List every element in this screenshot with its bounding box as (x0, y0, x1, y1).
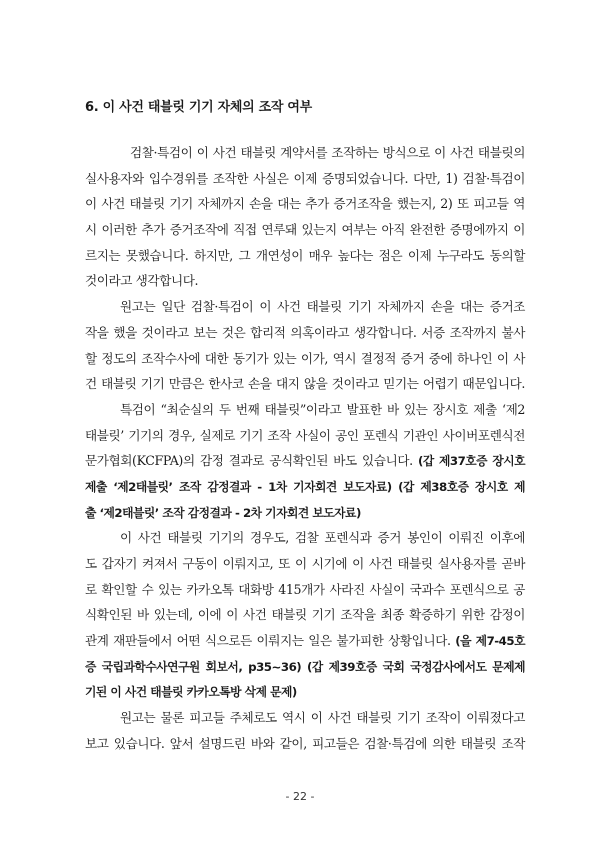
text-line (85, 191, 525, 217)
line-text: 검찰·특검이 이 사건 태블릿 계약서를 조작하는 방식으로 이 사건 태블릿의 (130, 145, 525, 160)
line-text: 원고는 물론 피고들 주체로도 역시 이 사건 태블릿 기기 조작이 이뤄졌다고 (120, 710, 525, 726)
line-text: 실사용자와 입수경위를 조작한 사실은 이제 증명되었습니다. 다만, 1) 검찰·특검이 (85, 170, 525, 186)
line-text: 건 태블릿 기기 만큼은 한사코 손을 대지 않을 것이라고 믿기는 어렵기 때문입니다. (85, 376, 525, 392)
line-text: 도 갑자기 켜져서 구동이 이뤄지고, 또 이 시기에 이 사건 태블릿 실사용자를 곧바 (85, 556, 525, 571)
line-text: 르지는 못했습니다. 하지만, 그 개연성이 매우 높다는 점은 이제 누구라도 동의할 (85, 247, 525, 263)
text-line (85, 679, 525, 705)
line-text: 원고는 일단 검찰·특검이 이 사건 태블릿 기기 자체까지 손을 대는 증거조 (120, 299, 525, 315)
text-line (85, 371, 525, 397)
text-line (85, 705, 525, 731)
line-text: 문가협회(KCFPA)의 감정 결과로 공식확인된 바도 있습니다. (85, 453, 418, 469)
line-text: 것이라고 생각합니다. (85, 273, 199, 289)
text-line (85, 217, 525, 243)
text-line (85, 577, 525, 603)
text-line (85, 500, 525, 526)
text-line (85, 346, 525, 372)
line-text: 로 확인할 수 있는 카카오톡 대화방 415개가 사라진 사실이 국과수 포렌식으로 공 (85, 581, 525, 597)
line-text: 보고 있습니다. 앞서 설명드린 바와 같이, 피고들은 검찰·특검에 의한 태블릿 조작 (85, 735, 525, 751)
text-line (85, 140, 525, 166)
text-line (85, 602, 525, 628)
text-line (85, 731, 525, 757)
line-citation: 증 국립과학수사연구원 회보서, p35~36) (갑 제39호증 국회 국정감사에서도 문제제 (85, 659, 525, 674)
line-text: 태블릿’ 기기의 경우, 실제로 기기 조작 사실이 공인 포렌식 기관인 사이버포렌식전 (85, 427, 525, 443)
text-line (85, 628, 525, 654)
text-line (85, 320, 525, 346)
line-text: 특검이 “최순실의 두 번째 태블릿”이라고 발표한 바 있는 장시호 제출 ‘제2 (120, 401, 525, 417)
section-heading: 6. 이 사건 태블릿 기기 자체의 조작 여부 (85, 100, 312, 115)
line-text: 할 정도의 조작수사에 대한 동기가 있는 이가, 역시 결정적 증거 중에 하나인 이 사 (85, 350, 525, 366)
line-text: 식확인된 바 있는데, 이에 이 사건 태블릿 기기 조작을 최종 확증하기 위한 감정이 (85, 607, 525, 623)
text-line (85, 243, 525, 269)
line-citation: 제출 ‘제2태블릿’ 조작 감정결과 - 1차 기자회견 보도자료) (갑 제38호증 장시호 제 (85, 479, 525, 494)
line-citation: (갑 제37호증 장시호 (417, 454, 526, 469)
text-line (85, 474, 525, 500)
line-citation: (을 제7-45호 (455, 634, 525, 649)
page-number: - 22 - (285, 790, 315, 803)
line-text: 이 사건 태블릿 기기 자체까지 손을 대는 추가 증거조작을 했는지, 2) 또 피고들 역 (85, 196, 525, 212)
line-citation: 기된 이 사건 태블릿 카카오톡방 삭제 문제) (85, 685, 297, 700)
text-line (85, 166, 525, 192)
text-line (85, 397, 525, 423)
body-text (85, 140, 525, 757)
text-line (85, 294, 525, 320)
line-text: 관계 재판들에서 어떤 식으로든 이뤄지는 일은 불가피한 상황입니다. (85, 633, 456, 649)
line-text: 시 이러한 추가 증거조작에 직접 연루돼 있는지 여부는 아직 완전한 증명에까지 이 (85, 222, 525, 238)
text-line (85, 525, 525, 551)
text-line (85, 654, 525, 680)
line-text: 이 사건 태블릿 기기의 경우도, 검찰 포렌식과 증거 봉인이 이뤄진 이후에 (120, 530, 525, 546)
text-line (85, 448, 525, 474)
text-line (85, 268, 525, 294)
text-line (85, 551, 525, 577)
text-line (85, 423, 525, 449)
line-text: 작을 했을 것이라고 보는 것은 합리적 의혹이라고 생각합니다. 서증 조작까지 불사 (85, 324, 525, 340)
line-citation: 출 ‘제2태블릿’ 조작 감정결과 - 2차 기자회견 보도자료) (85, 505, 361, 520)
